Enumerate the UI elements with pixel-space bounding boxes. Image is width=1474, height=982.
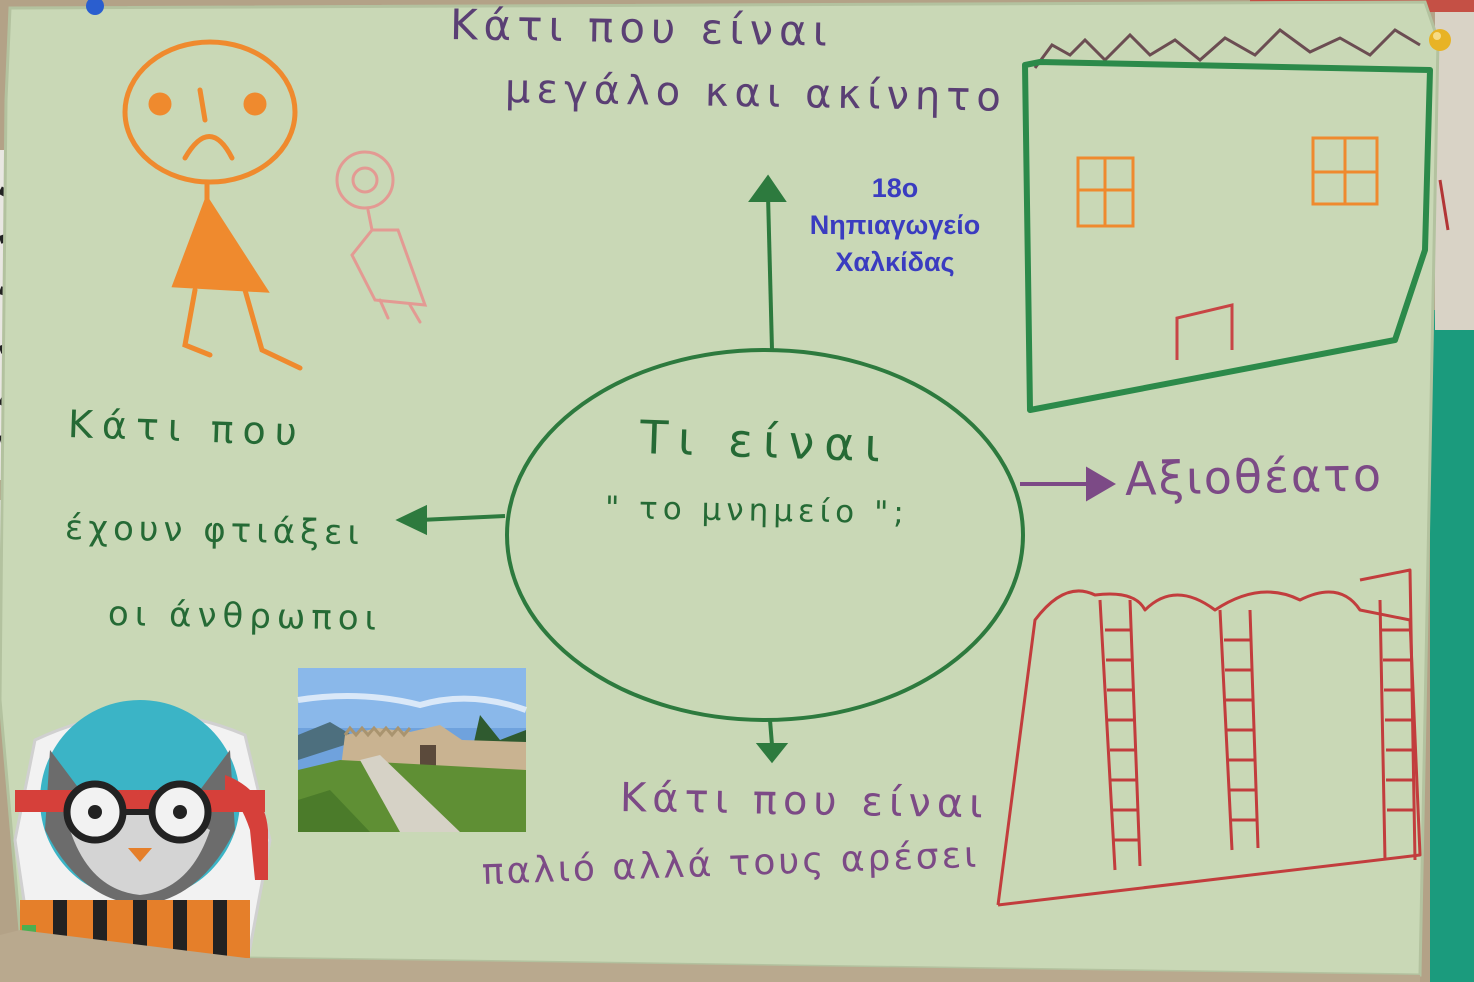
push-pin xyxy=(1429,29,1451,51)
school-label-line2: Νηπιαγωγείο xyxy=(809,210,981,240)
top-text-line2: μεγάλο και ακίνητο xyxy=(504,66,1008,121)
school-label-line3: Χαλκίδας xyxy=(835,247,955,277)
center-text-line1: Τι είναι xyxy=(639,410,892,473)
left-text-line3: οι άνθρωποι xyxy=(107,594,383,639)
castle-photo xyxy=(298,668,526,832)
school-label-line1: 18ο xyxy=(871,173,919,203)
school-label xyxy=(760,170,1030,281)
left-text-line2: έχουν φτιάξει xyxy=(64,508,365,554)
top-text-line1: Κάτι που είναι xyxy=(449,0,834,56)
cat-logo xyxy=(15,700,270,975)
bottom-text-line1: Κάτι που είναι xyxy=(619,775,990,828)
left-text-line1: Κάτι που xyxy=(67,402,307,455)
bottom-text-line2: παλιό αλλά τους αρέσει xyxy=(481,834,980,893)
center-text-line2: " το μνημείο "; xyxy=(604,490,910,532)
right-text: Αξιοθέατο xyxy=(1124,447,1384,506)
